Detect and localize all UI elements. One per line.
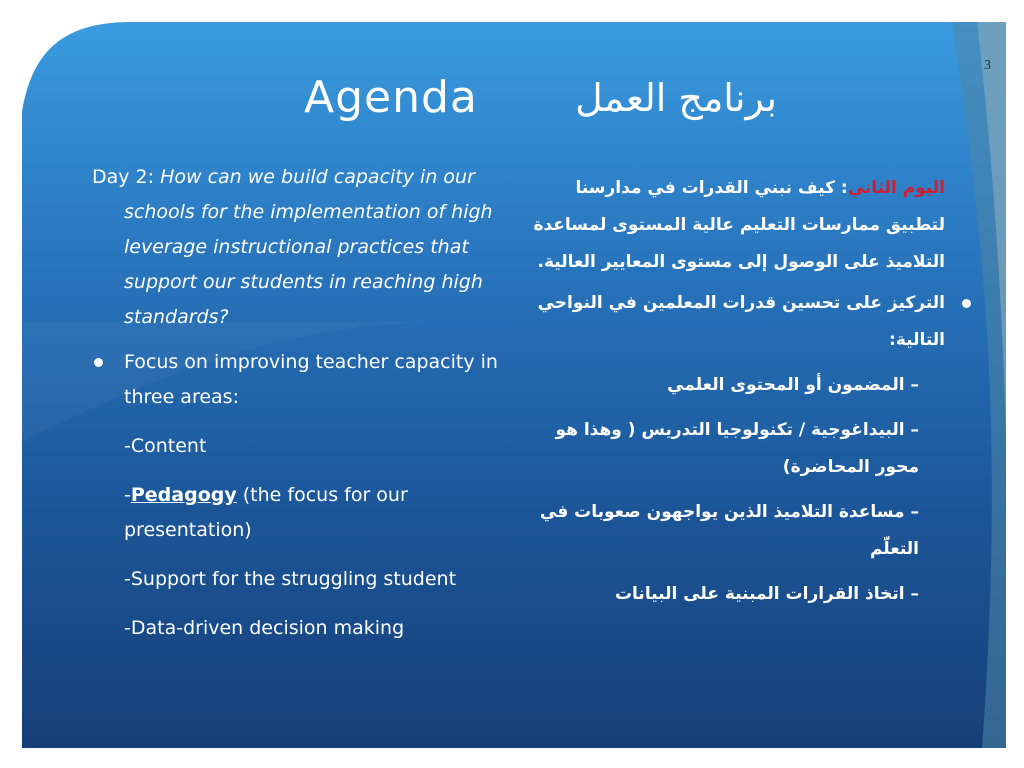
slide-number: 3 bbox=[984, 58, 991, 73]
sub-item-support: -Support for the struggling student bbox=[124, 568, 457, 590]
focus-bullet-text: Focus on improving teacher capacity in three areas: bbox=[124, 351, 498, 408]
arabic-sub-item: – البيداغوجية / تكنولوجيا التدريس ( وهذا هو محور المحاضرة) bbox=[555, 420, 919, 477]
arabic-focus-bullet bbox=[522, 285, 977, 359]
top-left-curve bbox=[22, 22, 132, 112]
arabic-sub-item: – اتخاذ القرارات المبنية على البيانات bbox=[614, 584, 919, 604]
arabic-content bbox=[522, 170, 977, 613]
pedagogy-word: Pedagogy bbox=[130, 484, 237, 506]
sub-item-content: -Content bbox=[124, 435, 207, 457]
title-english: Agenda bbox=[304, 72, 478, 123]
slide bbox=[22, 22, 1006, 748]
arabic-day-question: : كيف نبني القدرات في مدارسنا لتطبيق ممارسات التعليم عالية المستوى لمساعدة التلاميذ على الوصول إلى مستوى المعايير العالية. bbox=[533, 178, 945, 272]
day-label: Day 2: bbox=[92, 166, 161, 188]
sub-item-pedagogy bbox=[92, 478, 512, 548]
pedagogy-prefix: - bbox=[124, 484, 131, 506]
day-2-statement bbox=[92, 160, 512, 335]
title-arabic: برنامج العمل bbox=[575, 76, 777, 120]
arabic-day-label: اليوم الثاني bbox=[847, 178, 945, 198]
day-question: How can we build capacity in our schools for the implementation of high leverage instructional practices that support our students in reaching high standards? bbox=[124, 166, 493, 328]
arabic-day-statement bbox=[522, 170, 977, 281]
arabic-focus-bullet-text: التركيز على تحسين قدرات المعلمين في النواحي التالية: bbox=[537, 293, 945, 350]
arabic-sub-item: – المضمون أو المحتوى العلمي bbox=[667, 375, 919, 395]
english-content bbox=[92, 160, 512, 646]
sub-item-data: -Data-driven decision making bbox=[124, 617, 405, 639]
bullet-icon bbox=[962, 299, 971, 308]
bullet-icon bbox=[94, 358, 103, 367]
pedagogy-rest: (the focus for our presentation) bbox=[124, 484, 408, 541]
arabic-sub-item: – مساعدة التلاميذ الذين يواجهون صعوبات في التعلّم bbox=[539, 502, 919, 559]
focus-bullet bbox=[92, 345, 512, 415]
